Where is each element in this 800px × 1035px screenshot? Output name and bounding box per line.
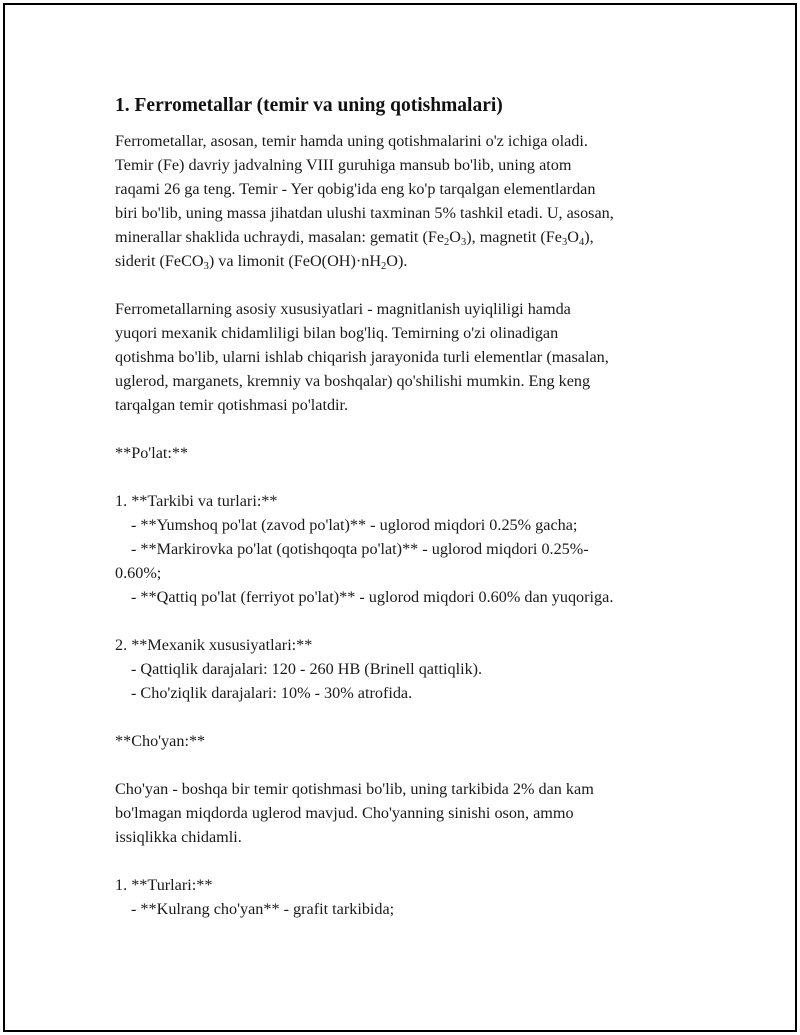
list-subitem: - Qattiqlik darajalari: 120 - 260 HB (Brinell qattiqlik). (131, 660, 483, 678)
paragraph-line: issiqlikka chidamli. (115, 828, 242, 846)
list-subitem: - **Yumshoq po'lat (zavod po'lat)** - uglorod miqdori 0.25% gacha; (131, 516, 578, 534)
polat-heading: **Po'lat:** (115, 444, 189, 462)
list-subitem: - **Markirovka po'lat (qotishqoqta po'lat)** - uglorod miqdori 0.25%- (131, 540, 589, 558)
intro-line-minerals: minerallar shaklida uchraydi, masalan: gematit $(Fe_2O_3)$, magnetit $(Fe_3O_4)$, (115, 228, 594, 248)
list-subitem-continuation: 0.60%; (115, 564, 162, 582)
list-item: 1. **Turlari:** (115, 876, 213, 894)
document-body (115, 92, 705, 921)
properties-paragraph (115, 297, 705, 417)
choyan-paragraph (115, 777, 705, 849)
paragraph-line: bo'lmagan miqdorda uglerod mavjud. Cho'yanning sinishi oson, ammo (115, 804, 574, 822)
intro-line: biri bo'lib, uning massa jihatdan ulushi taxminan 5% tashkil etadi. U, asosan, (115, 204, 614, 222)
choyan-heading: **Cho'yan:** (115, 732, 206, 750)
paragraph-line: Ferrometallarning asosiy xususiyatlari - magnitlanish uyiqliligi hamda (115, 300, 571, 318)
paragraph-line: yuqori mexanik chidamliligi bilan bog'liq. Temirning o'zi olinadigan (115, 324, 559, 342)
list-item: 2. **Mexanik xususiyatlari:** (115, 636, 313, 654)
list-subitem: - **Kulrang cho'yan** - grafit tarkibida; (131, 900, 395, 918)
paragraph-line: Cho'yan - boshqa bir temir qotishmasi bo'lib, uning tarkibida 2% dan kam (115, 780, 594, 798)
choyan-list (115, 873, 705, 921)
list-subitem: - Cho'ziqlik darajalari: 10% - 30% atrofida. (131, 684, 413, 702)
paragraph-line: uglerod, marganets, kremniy va boshqalar) qo'shilishi mumkin. Eng keng (115, 372, 591, 390)
list-subitem: - **Qattiq po'lat (ferriyot po'lat)** - uglorod miqdori 0.60% dan yuqoriga. (131, 588, 614, 606)
intro-line: raqami 26 ga teng. Temir - Yer qobig'ida eng ko'p tarqalgan elementlardan (115, 180, 596, 198)
paragraph-line: tarqalgan temir qotishmasi po'latdir. (115, 396, 349, 414)
paragraph-line: qotishma bo'lib, ularni ishlab chiqarish jarayonida turli elementlar (masalan, (115, 348, 609, 366)
polat-list (115, 489, 705, 705)
intro-line-minerals-2: siderit (FeCO$_3$) va limonit $(FeO(OH)\cdot nH_2O)$. (115, 252, 408, 272)
intro-line: Temir (Fe) davriy jadvalning VIII guruhiga mansub bo'lib, uning atom (115, 156, 572, 174)
section-heading: 1. Ferrometallar (temir va uning qotishmalari) (115, 95, 503, 116)
intro-paragraph (115, 129, 705, 273)
list-item: 1. **Tarkibi va turlari:** (115, 492, 278, 510)
intro-line: Ferrometallar, asosan, temir hamda uning qotishmalarini o'z ichiga oladi. (115, 132, 588, 150)
